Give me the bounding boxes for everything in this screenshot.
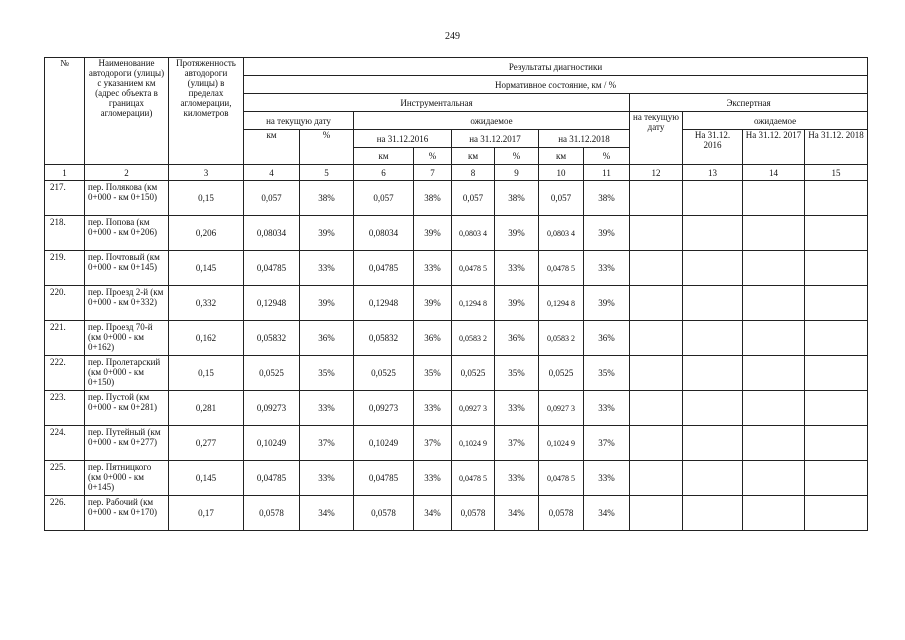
expert-cell — [743, 461, 805, 496]
header-2017-km: км — [452, 148, 495, 165]
row-number: 219. — [45, 251, 85, 286]
cell-c10: 0,1294 8 — [539, 286, 584, 321]
header-normative: Нормативное состояние, км / % — [244, 76, 868, 94]
cell-c11: 35% — [584, 356, 630, 391]
column-number: 6 — [354, 165, 414, 181]
cell-c7: 39% — [414, 216, 452, 251]
header-expert-2018: На 31.12. 2018 — [805, 130, 868, 165]
road-name: пер. Почтовый (км 0+000 - км 0+145) — [85, 251, 169, 286]
header-2018-pct: % — [584, 148, 630, 165]
cell-c8: 0,0927 3 — [452, 391, 495, 426]
row-number: 225. — [45, 461, 85, 496]
cell-c8: 0,057 — [452, 181, 495, 216]
cell-c10: 0,0525 — [539, 356, 584, 391]
header-expert-2017: На 31.12. 2017 — [743, 130, 805, 165]
table-row — [45, 251, 868, 286]
road-name: пер. Попова (км 0+000 - км 0+206) — [85, 216, 169, 251]
cell-c5: 34% — [300, 496, 354, 531]
expert-cell — [683, 496, 743, 531]
cell-c9: 39% — [495, 286, 539, 321]
cell-c10: 0,0478 5 — [539, 251, 584, 286]
cell-c10: 0,0803 4 — [539, 216, 584, 251]
cell-c10: 0,057 — [539, 181, 584, 216]
cell-len: 0,277 — [169, 426, 244, 461]
row-number: 220. — [45, 286, 85, 321]
cell-c11: 33% — [584, 461, 630, 496]
cell-c5: 37% — [300, 426, 354, 461]
road-name: пер. Путейный (км 0+000 - км 0+277) — [85, 426, 169, 461]
cell-c4: 0,09273 — [244, 391, 300, 426]
cell-c10: 0,0478 5 — [539, 461, 584, 496]
cell-c10: 0,0927 3 — [539, 391, 584, 426]
row-number: 217. — [45, 181, 85, 216]
header-expected: ожидаемое — [354, 112, 630, 130]
expert-cell — [805, 496, 868, 531]
column-number: 15 — [805, 165, 868, 181]
cell-c6: 0,05832 — [354, 321, 414, 356]
column-number: 4 — [244, 165, 300, 181]
expert-cell — [630, 251, 683, 286]
cell-c11: 38% — [584, 181, 630, 216]
expert-cell — [743, 426, 805, 461]
cell-len: 0,281 — [169, 391, 244, 426]
expert-cell — [805, 181, 868, 216]
cell-c8: 0,1294 8 — [452, 286, 495, 321]
cell-c7: 39% — [414, 286, 452, 321]
cell-c11: 37% — [584, 426, 630, 461]
header-2016-pct: % — [414, 148, 452, 165]
cell-c4: 0,12948 — [244, 286, 300, 321]
expert-cell — [805, 356, 868, 391]
header-2016: на 31.12.2016 — [354, 130, 452, 148]
expert-cell — [683, 216, 743, 251]
page-number: 249 — [445, 31, 460, 42]
cell-c6: 0,10249 — [354, 426, 414, 461]
cell-c8: 0,0578 — [452, 496, 495, 531]
cell-c7: 33% — [414, 461, 452, 496]
row-number: 224. — [45, 426, 85, 461]
cell-c10: 0,0583 2 — [539, 321, 584, 356]
cell-c4: 0,057 — [244, 181, 300, 216]
cell-c10: 0,1024 9 — [539, 426, 584, 461]
cell-c6: 0,04785 — [354, 251, 414, 286]
header-2016-km: км — [354, 148, 414, 165]
cell-c4: 0,08034 — [244, 216, 300, 251]
expert-cell — [743, 286, 805, 321]
header-instrumental: Инструментальная — [244, 94, 630, 112]
table-row — [45, 391, 868, 426]
cell-c9: 33% — [495, 391, 539, 426]
column-number: 5 — [300, 165, 354, 181]
header-2017-pct: % — [495, 148, 539, 165]
cell-c11: 33% — [584, 391, 630, 426]
row-number: 222. — [45, 356, 85, 391]
expert-cell — [683, 251, 743, 286]
cell-c5: 39% — [300, 286, 354, 321]
row-number: 221. — [45, 321, 85, 356]
cell-c10: 0,0578 — [539, 496, 584, 531]
table-row — [45, 461, 868, 496]
expert-cell — [630, 181, 683, 216]
cell-c7: 36% — [414, 321, 452, 356]
expert-cell — [683, 461, 743, 496]
cell-c4: 0,10249 — [244, 426, 300, 461]
header-expert-current: на текущую дату — [630, 112, 683, 165]
road-name: пер. Проезд 70-й (км 0+000 - км 0+162) — [85, 321, 169, 356]
cell-len: 0,332 — [169, 286, 244, 321]
column-number: 2 — [85, 165, 169, 181]
table-row — [45, 496, 868, 531]
expert-cell — [805, 286, 868, 321]
expert-cell — [743, 496, 805, 531]
cell-c9: 37% — [495, 426, 539, 461]
cell-c9: 38% — [495, 181, 539, 216]
cell-c8: 0,0803 4 — [452, 216, 495, 251]
cell-c6: 0,12948 — [354, 286, 414, 321]
cell-c9: 36% — [495, 321, 539, 356]
cell-len: 0,145 — [169, 461, 244, 496]
cell-c5: 33% — [300, 391, 354, 426]
header-2018-km: км — [539, 148, 584, 165]
table-row — [45, 216, 868, 251]
expert-cell — [630, 216, 683, 251]
expert-cell — [630, 391, 683, 426]
cell-c4: 0,0578 — [244, 496, 300, 531]
expert-cell — [805, 321, 868, 356]
cell-c8: 0,0525 — [452, 356, 495, 391]
cell-c6: 0,09273 — [354, 391, 414, 426]
cell-c8: 0,0583 2 — [452, 321, 495, 356]
expert-cell — [630, 496, 683, 531]
expert-cell — [743, 181, 805, 216]
cell-c7: 34% — [414, 496, 452, 531]
row-number: 226. — [45, 496, 85, 531]
cell-c11: 33% — [584, 251, 630, 286]
column-number: 13 — [683, 165, 743, 181]
column-number: 9 — [495, 165, 539, 181]
cell-c9: 39% — [495, 216, 539, 251]
cell-c5: 33% — [300, 251, 354, 286]
cell-len: 0,15 — [169, 356, 244, 391]
expert-cell — [683, 321, 743, 356]
expert-cell — [805, 391, 868, 426]
header-num: № — [45, 58, 85, 165]
header-expert: Экспертная — [630, 94, 868, 112]
cell-c7: 37% — [414, 426, 452, 461]
cell-c6: 0,08034 — [354, 216, 414, 251]
cell-c8: 0,1024 9 — [452, 426, 495, 461]
cell-c4: 0,04785 — [244, 251, 300, 286]
column-number: 7 — [414, 165, 452, 181]
column-number: 10 — [539, 165, 584, 181]
cell-c11: 39% — [584, 286, 630, 321]
cell-c5: 33% — [300, 461, 354, 496]
road-name: пер. Рабочий (км 0+000 - км 0+170) — [85, 496, 169, 531]
cell-len: 0,15 — [169, 181, 244, 216]
expert-cell — [683, 356, 743, 391]
expert-cell — [683, 181, 743, 216]
cell-c11: 34% — [584, 496, 630, 531]
cell-c9: 33% — [495, 461, 539, 496]
expert-cell — [683, 391, 743, 426]
cell-c5: 38% — [300, 181, 354, 216]
row-number: 218. — [45, 216, 85, 251]
cell-c6: 0,057 — [354, 181, 414, 216]
expert-cell — [805, 216, 868, 251]
expert-cell — [805, 251, 868, 286]
cell-len: 0,17 — [169, 496, 244, 531]
table-row — [45, 286, 868, 321]
cell-c11: 39% — [584, 216, 630, 251]
cell-c7: 38% — [414, 181, 452, 216]
cell-c5: 35% — [300, 356, 354, 391]
cell-c5: 36% — [300, 321, 354, 356]
expert-cell — [743, 216, 805, 251]
cell-c7: 35% — [414, 356, 452, 391]
cell-c9: 33% — [495, 251, 539, 286]
expert-cell — [805, 461, 868, 496]
cell-c5: 39% — [300, 216, 354, 251]
header-length: Протяженность автодороги (улицы) в пределах агломерации, километров — [169, 58, 244, 165]
diagnostics-table — [44, 57, 868, 531]
header-pct: % — [300, 130, 354, 165]
expert-cell — [743, 391, 805, 426]
cell-c6: 0,0578 — [354, 496, 414, 531]
cell-c6: 0,0525 — [354, 356, 414, 391]
cell-c9: 34% — [495, 496, 539, 531]
column-number: 3 — [169, 165, 244, 181]
row-number: 223. — [45, 391, 85, 426]
column-number: 12 — [630, 165, 683, 181]
header-km: км — [244, 130, 300, 165]
expert-cell — [630, 321, 683, 356]
expert-cell — [743, 251, 805, 286]
expert-cell — [630, 426, 683, 461]
road-name: пер. Пятницкого (км 0+000 - км 0+145) — [85, 461, 169, 496]
cell-c8: 0,0478 5 — [452, 461, 495, 496]
column-number-row — [45, 165, 868, 181]
cell-c4: 0,05832 — [244, 321, 300, 356]
column-number: 14 — [743, 165, 805, 181]
header-results: Результаты диагностики — [244, 58, 868, 76]
road-name: пер. Проезд 2-й (км 0+000 - км 0+332) — [85, 286, 169, 321]
expert-cell — [683, 286, 743, 321]
expert-cell — [630, 461, 683, 496]
cell-c9: 35% — [495, 356, 539, 391]
column-number: 8 — [452, 165, 495, 181]
expert-cell — [805, 426, 868, 461]
cell-len: 0,162 — [169, 321, 244, 356]
expert-cell — [743, 321, 805, 356]
expert-cell — [630, 286, 683, 321]
cell-c11: 36% — [584, 321, 630, 356]
column-number: 1 — [45, 165, 85, 181]
header-expert-expected: ожидаемое — [683, 112, 868, 130]
cell-c4: 0,0525 — [244, 356, 300, 391]
road-name: пер. Полякова (км 0+000 - км 0+150) — [85, 181, 169, 216]
column-number: 11 — [584, 165, 630, 181]
table-row — [45, 321, 868, 356]
table-row — [45, 356, 868, 391]
expert-cell — [683, 426, 743, 461]
road-name: пер. Пролетарский (км 0+000 - км 0+150) — [85, 356, 169, 391]
header-road-name: Наименование автодороги (улицы) с указанием км (адрес объекта в границах агломерации) — [85, 58, 169, 165]
cell-len: 0,206 — [169, 216, 244, 251]
cell-c4: 0,04785 — [244, 461, 300, 496]
header-current-date: на текущую дату — [244, 112, 354, 130]
header-expert-2016: На 31.12. 2016 — [683, 130, 743, 165]
cell-c8: 0,0478 5 — [452, 251, 495, 286]
cell-c7: 33% — [414, 251, 452, 286]
table-row — [45, 426, 868, 461]
expert-cell — [743, 356, 805, 391]
table-row — [45, 181, 868, 216]
cell-c7: 33% — [414, 391, 452, 426]
header-2018: на 31.12.2018 — [539, 130, 630, 148]
cell-c6: 0,04785 — [354, 461, 414, 496]
cell-len: 0,145 — [169, 251, 244, 286]
expert-cell — [630, 356, 683, 391]
header-2017: на 31.12.2017 — [452, 130, 539, 148]
road-name: пер. Пустой (км 0+000 - км 0+281) — [85, 391, 169, 426]
